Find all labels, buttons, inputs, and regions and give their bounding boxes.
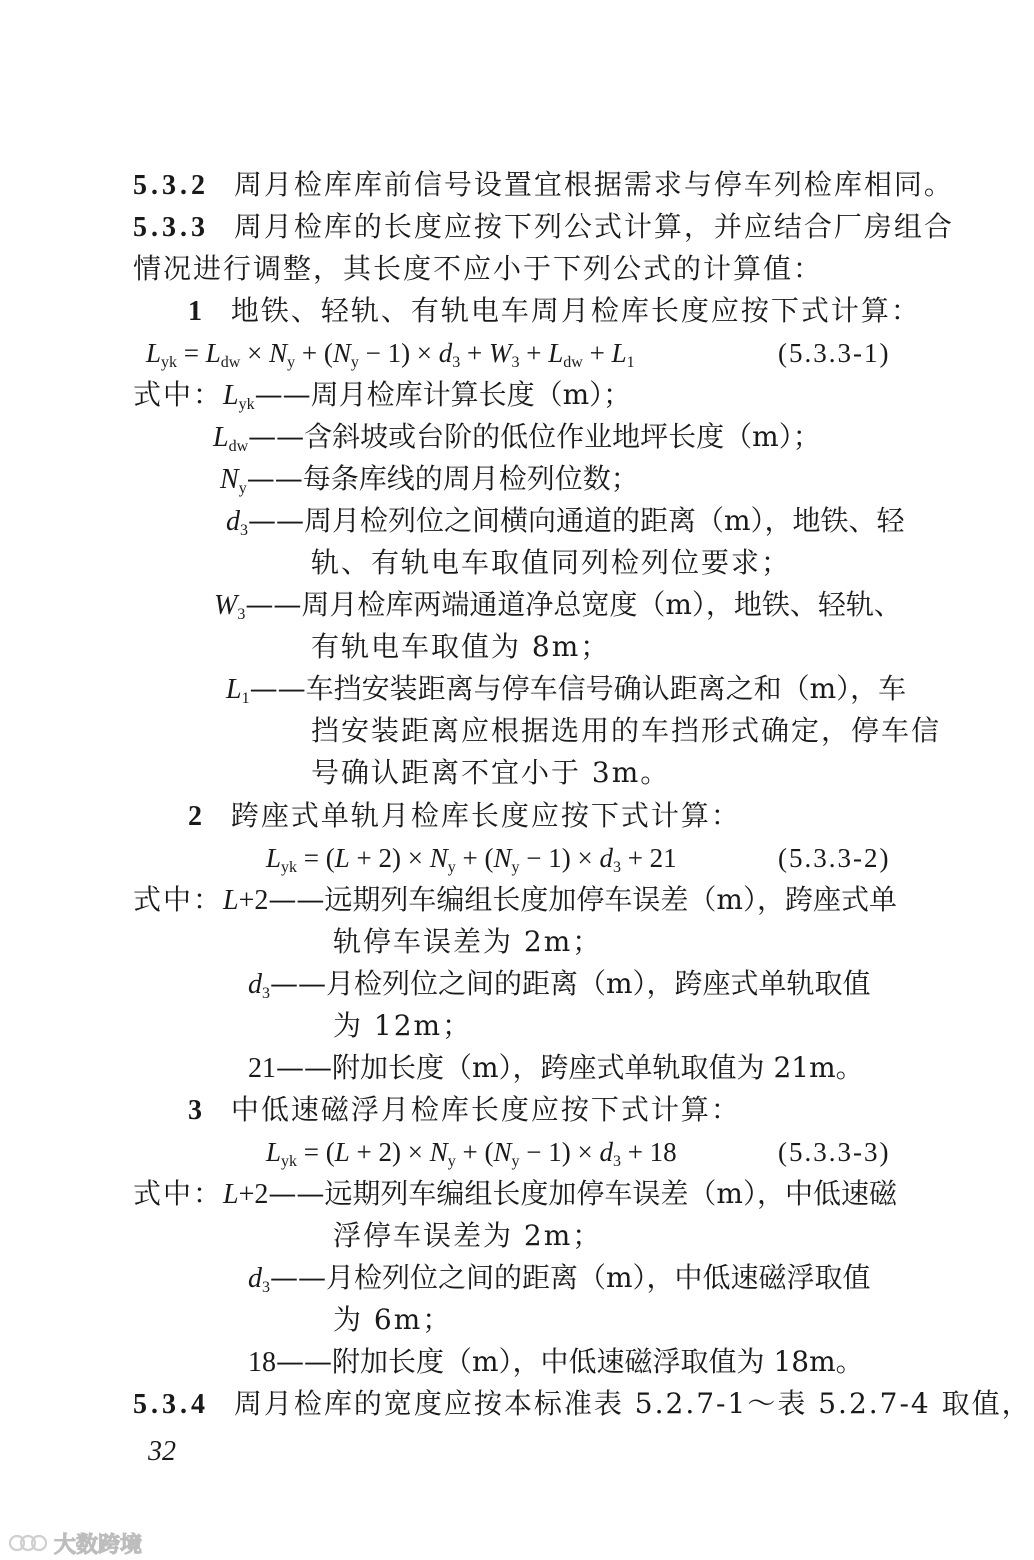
- clause-number: 5.3.2: [133, 170, 209, 201]
- where-text: ——附加长度（m），中低速磁浮取值为 18m。: [276, 1345, 864, 1378]
- watermark: [8, 1528, 142, 1558]
- where-text: ——远期列车编组长度加停车误差（m），中低速磁: [268, 1177, 897, 1210]
- clause-5-3-4: [133, 1384, 1032, 1425]
- where-text-continued: 浮停车误差为 2m；: [333, 1219, 603, 1252]
- where-text: ——周月检库计算长度（m）；: [254, 378, 632, 411]
- equation-number: (5.3.3-2): [778, 843, 891, 873]
- watermark-text: 大数跨境: [54, 1532, 143, 1558]
- where-text-continued: 有轨电车取值为 8m；: [311, 630, 611, 663]
- equation-number: (5.3.3-1): [778, 338, 891, 368]
- clause-text: 周月检库库前信号设置宜根据需求与停车列检库相同。: [233, 168, 954, 201]
- where-prefix: 式中：: [133, 1177, 224, 1210]
- where-text: ——每条库线的周月检列位数；: [246, 462, 639, 495]
- where-text-continued: 为 6m；: [333, 1303, 453, 1336]
- where-text-continued: 为 12m；: [333, 1009, 473, 1042]
- where-var: 21: [248, 1053, 276, 1084]
- where-text: ——远期列车编组长度加停车误差（m），跨座式单: [268, 883, 897, 916]
- equation-number: (5.3.3-3): [778, 1137, 891, 1167]
- page-number: 32: [148, 1436, 176, 1467]
- where-row: 式中：$L_{yk}——$周月检库计算长度（m）；: [133, 378, 632, 413]
- where-text: ——车挡安装距离与停车信号确认距离之和（m），车: [249, 672, 907, 705]
- where-row: $d_3——$月检列位之间的距离（m），跨座式单轨取值: [248, 967, 871, 1002]
- item-3: [188, 1090, 741, 1131]
- where-var-tail: +2: [238, 1179, 269, 1210]
- where-row: $L_1——$车挡安装距离与停车信号确认距离之和（m），车: [226, 672, 907, 707]
- where-row: $d_3——$周月检列位之间横向通道的距离（m），地铁、轻: [226, 504, 905, 539]
- where-var: L: [223, 885, 239, 916]
- where-row: $L_{dw}——$含斜坡或台阶的低位作业地坪长度（m）；: [213, 420, 821, 455]
- clause-number: 5.3.3: [133, 212, 209, 243]
- item-text: 中低速磁浮月检库长度应按下式计算：: [230, 1093, 741, 1126]
- where-prefix: 式中：: [133, 378, 224, 411]
- where-text: ——附加长度（m），跨座式单轨取值为 21m。: [276, 1051, 864, 1084]
- where-text-continued: 挡安装距离应根据选用的车挡形式确定，停车信: [311, 714, 942, 747]
- clause-text-continued: 情况进行调整，其长度不应小于下列公式的计算值：: [133, 252, 824, 285]
- equation-5-3-3-2: $L_{yk} = (L + 2) \times N_y + (N_y - 1) \times d_3 + 21$: [266, 843, 677, 876]
- watermark-logo-icon: [8, 1531, 48, 1555]
- clause-5-3-2: [133, 165, 954, 206]
- where-text-continued: 号确认距离不宜小于 3m。: [311, 756, 671, 789]
- where-row: [133, 1174, 897, 1215]
- item-number: 1: [188, 296, 206, 327]
- equation-5-3-3-1: $L_{yk} = L_{dw} \times N_y + (N_y - 1) \times d_3 + W_3 + L_{dw} + L_1$: [146, 338, 635, 371]
- where-row: [133, 880, 897, 921]
- item-number: 2: [188, 801, 206, 832]
- where-row: [248, 1048, 864, 1089]
- where-row: $N_y——$每条库线的周月检列位数；: [220, 462, 639, 497]
- item-text: 跨座式单轨月检库长度应按下式计算：: [230, 799, 741, 832]
- where-row: [248, 1342, 864, 1383]
- where-row: $d_3——$月检列位之间的距离（m），中低速磁浮取值: [248, 1261, 871, 1296]
- item-number: 3: [188, 1095, 206, 1126]
- item-text: 地铁、轻轨、有轨电车周月检库长度应按下式计算：: [230, 294, 921, 327]
- clause-number: 5.3.4: [133, 1389, 209, 1420]
- where-var: L: [223, 1179, 239, 1210]
- where-var-tail: +2: [238, 885, 269, 916]
- clause-text: 周月检库的宽度应按本标准表 5.2.7-1～表 5.2.7-4 取值，: [233, 1387, 1032, 1420]
- where-text: ——周月检库两端通道净总宽度（m），地铁、轻轨、: [245, 588, 902, 621]
- where-text: ——含斜坡或台阶的低位作业地坪长度（m）；: [248, 420, 821, 453]
- where-text: ——周月检列位之间横向通道的距离（m），地铁、轻: [248, 504, 905, 537]
- equation-5-3-3-3: $L_{yk} = (L + 2) \times N_y + (N_y - 1) \times d_3 + 18$: [266, 1137, 677, 1170]
- where-text-continued: 轨停车误差为 2m；: [333, 925, 603, 958]
- clause-text: 周月检库的长度应按下列公式计算，并应结合厂房组合: [233, 210, 954, 243]
- where-text-continued: 轨、有轨电车取值同列检列位要求；: [311, 546, 792, 579]
- clause-5-3-3: [133, 207, 954, 248]
- where-text: ——月检列位之间的距离（m），中低速磁浮取值: [270, 1261, 871, 1294]
- where-prefix: 式中：: [133, 883, 224, 916]
- where-text: ——月检列位之间的距离（m），跨座式单轨取值: [270, 967, 871, 1000]
- item-1: [188, 291, 921, 332]
- item-2: [188, 796, 741, 837]
- where-row: $W_3——$周月检库两端通道净总宽度（m），地铁、轻轨、: [214, 588, 902, 623]
- where-var: 18: [248, 1347, 276, 1378]
